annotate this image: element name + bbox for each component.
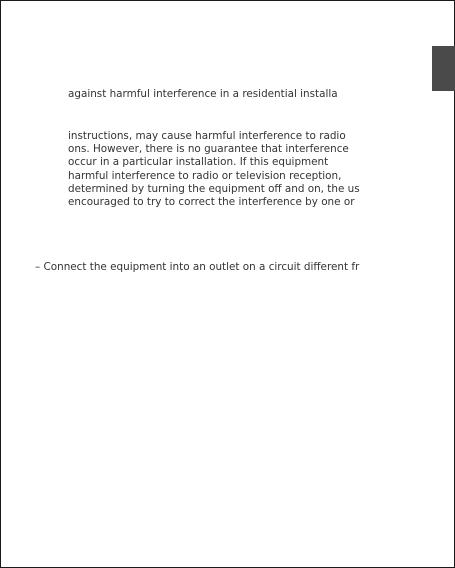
paragraph-line: occur in a particular installation. If this equipment xyxy=(68,156,329,169)
text-line-residential: against harmful interference in a residential installa xyxy=(68,88,338,100)
bullet-connect-outlet: – Connect the equipment into an outlet on a circuit different fr xyxy=(35,261,360,273)
paragraph-line: ons. However, there is no guarantee that interference xyxy=(68,143,349,156)
paragraph-line: harmful interference to radio or television reception, xyxy=(68,169,342,182)
side-tab-marker xyxy=(432,46,455,91)
paragraph-line: encouraged to try to correct the interference by one or xyxy=(68,196,355,209)
paragraph-line: determined by turning the equipment off and on, the us xyxy=(68,182,360,195)
interference-paragraph xyxy=(68,130,428,209)
paragraph-line: instructions, may cause harmful interference to radio xyxy=(68,130,346,142)
